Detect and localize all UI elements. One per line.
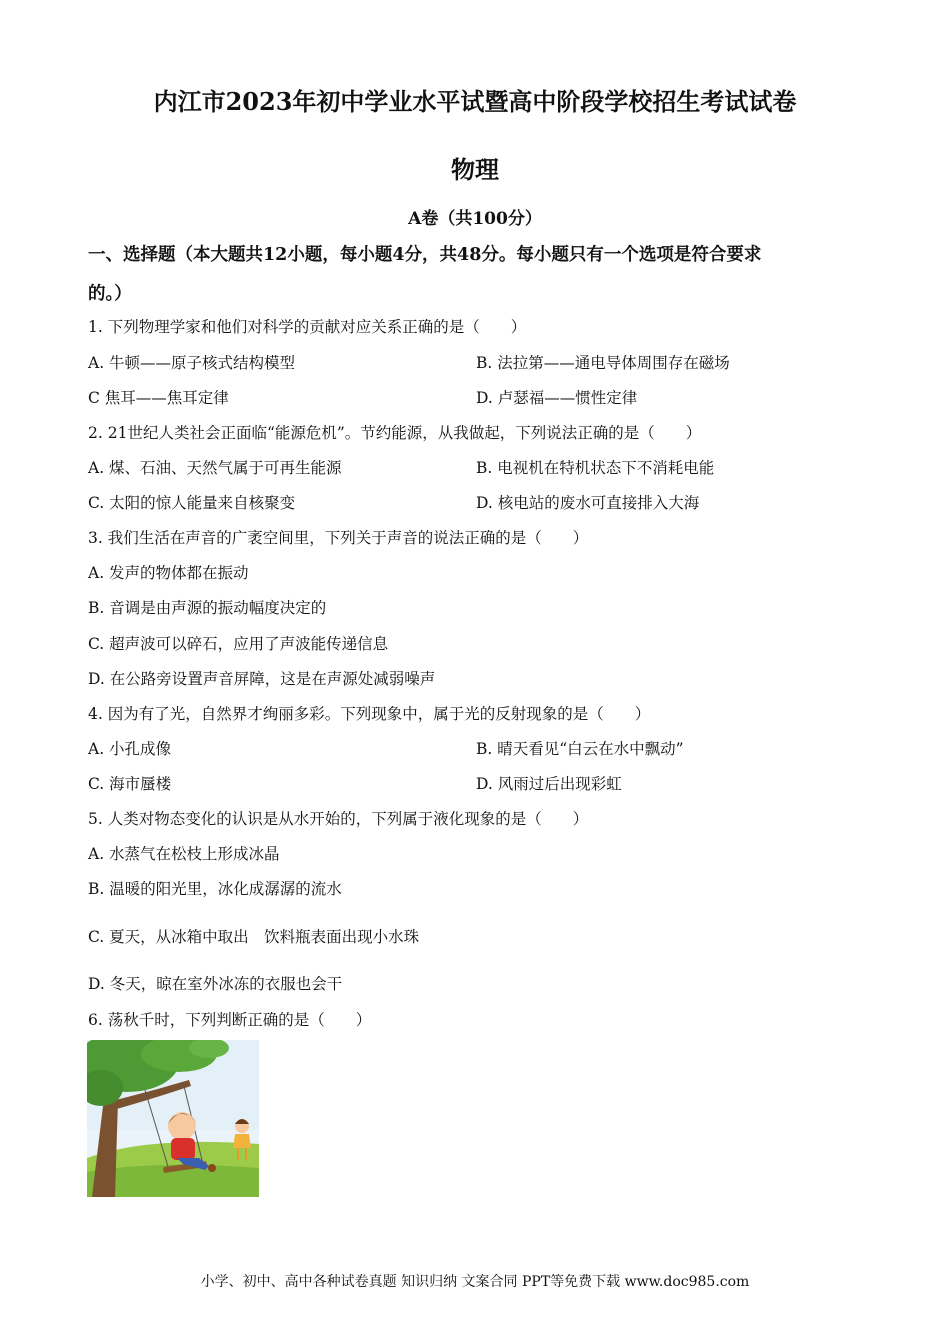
question-4-option-d: D. 风雨过后出现彩虹 — [476, 775, 622, 793]
question-3-option-a: A. 发声的物体都在振动 — [88, 564, 249, 582]
subject-title: 物理 — [451, 155, 499, 184]
question-4-option-c: C. 海市蜃楼 — [88, 775, 172, 793]
question-3-option-d: D. 在公路旁设置声音屏障，这是在声源处减弱噪声 — [88, 670, 436, 688]
question-1-option-d: D. 卢瑟福——惯性定律 — [476, 389, 638, 407]
question-5-option-a: A. 水蒸气在松枝上形成冰晶 — [88, 845, 280, 863]
question-4-stem: 4. 因为有了光，自然界才绚丽多彩。下列现象中，属于光的反射现象的是（ ） — [88, 705, 651, 723]
question-5-option-d: D. 冬天，晾在室外冰冻的衣服也会干 — [88, 975, 343, 993]
question-1-option-b: B. 法拉第——通电导体周围存在磁场 — [476, 354, 730, 372]
question-4-option-a: A. 小孔成像 — [88, 740, 172, 758]
question-2-option-c: C. 太阳的惊人能量来自核聚变 — [88, 494, 296, 512]
question-2-option-d: D. 核电站的废水可直接排入大海 — [476, 494, 700, 512]
question-5-option-c: C. 夏天，从冰箱中取出 饮料瓶表面出现小水珠 — [88, 928, 420, 946]
question-2-option-a: A. 煤、石油、天然气属于可再生能源 — [88, 459, 342, 477]
question-2-stem: 2. 21世纪人类社会正面临“能源危机”。节约能源，从我做起，下列说法正确的是（ ） — [88, 424, 702, 442]
section-heading-line1: 一、选择题（本大题共12小题，每小题4分，共48分。每小题只有一个选项是符合要求 — [88, 245, 762, 265]
question-3-stem: 3. 我们生活在声音的广袤空间里，下列关于声音的说法正确的是（ ） — [88, 529, 589, 547]
question-3-option-c: C. 超声波可以碎石，应用了声波能传递信息 — [88, 635, 389, 653]
swing-illustration — [87, 1040, 259, 1197]
part-heading: A卷（共100分） — [408, 209, 542, 229]
question-2-option-b: B. 电视机在特机状态下不消耗电能 — [476, 459, 715, 477]
question-1-stem: 1. 下列物理学家和他们对科学的贡献对应关系正确的是（ ） — [88, 318, 527, 336]
section-heading-line2: 的。） — [88, 284, 132, 304]
question-5-stem: 5. 人类对物态变化的认识是从水开始的，下列属于液化现象的是（ ） — [88, 810, 589, 828]
question-1-option-c: C 焦耳——焦耳定律 — [88, 389, 229, 407]
question-1-option-a: A. 牛顿——原子核式结构模型 — [88, 354, 296, 372]
question-5-option-b: B. 温暖的阳光里，冰化成潺潺的流水 — [88, 880, 342, 898]
question-3-option-b: B. 音调是由声源的振动幅度决定的 — [88, 599, 327, 617]
question-4-option-b: B. 晴天看见“白云在水中飘动” — [476, 740, 684, 758]
footer-note: 小学、初中、高中各种试卷真题 知识归纳 文案合同 PPT等免费下载 www.doc985.com — [200, 1274, 750, 1290]
question-6-stem: 6. 荡秋千时，下列判断正确的是（ ） — [88, 1011, 372, 1029]
exam-title: 内江市2023年初中学业水平试暨高中阶段学校招生考试试卷 — [153, 87, 797, 116]
